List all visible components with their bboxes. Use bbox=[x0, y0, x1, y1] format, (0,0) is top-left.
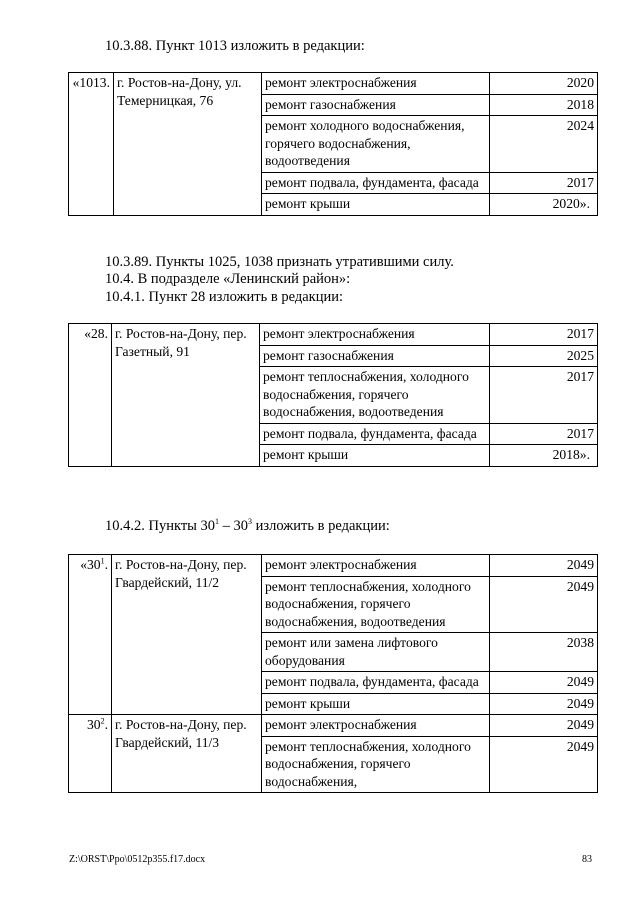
work-cell: ремонт электроснабжения bbox=[262, 555, 490, 577]
year-cell: 2017 bbox=[490, 172, 598, 194]
work-cell: ремонт теплоснабжения, холодного водоснабжения, горячего водоснабжения, водоотведения bbox=[260, 367, 490, 424]
table-row bbox=[69, 324, 598, 346]
work-cell: ремонт газоснабжения bbox=[262, 94, 490, 116]
year-cell: 2018». bbox=[490, 445, 598, 467]
paragraph-text: 10.3.88. Пункт 1013 изложить в редакции: bbox=[105, 38, 365, 54]
superscript: 1 bbox=[100, 556, 105, 566]
work-cell: ремонт подвала, фундамента, фасада bbox=[262, 172, 490, 194]
year-cell: 2018 bbox=[490, 94, 598, 116]
work-cell: ремонт крыши bbox=[262, 693, 490, 715]
work-cell: ремонт электроснабжения bbox=[260, 324, 490, 346]
paragraph-text: 10.3.89. Пункты 1025, 1038 признать утратившими силу. bbox=[105, 254, 454, 270]
year-cell: 2017 bbox=[490, 423, 598, 445]
work-cell: ремонт газоснабжения bbox=[260, 345, 490, 367]
paragraph-10-3-88 bbox=[105, 38, 365, 55]
year-cell: 2049 bbox=[490, 576, 598, 633]
year-cell: 2024 bbox=[490, 116, 598, 173]
table-row bbox=[69, 555, 598, 577]
work-cell: ремонт подвала, фундамента, фасада bbox=[262, 672, 490, 694]
paragraph-10-4 bbox=[105, 271, 350, 288]
table-item-28 bbox=[68, 323, 598, 467]
year-cell: 2049 bbox=[490, 555, 598, 577]
superscript: 2 bbox=[100, 716, 105, 726]
paragraph-text: 10.4.1. Пункт 28 изложить в редакции: bbox=[105, 289, 344, 305]
item-number-suffix: . bbox=[104, 717, 108, 732]
year-cell: 2049 bbox=[490, 693, 598, 715]
paragraph-text: 10.4. В подразделе «Ленинский район»: bbox=[105, 271, 351, 287]
item-address: г. Ростов-на-Дону, пер. Гвардейский, 11/2 bbox=[112, 555, 262, 715]
work-cell: ремонт электроснабжения bbox=[262, 715, 490, 737]
work-cell: ремонт теплоснабжения, холодного водоснабжения, горячего водоснабжения, bbox=[262, 736, 490, 793]
paragraph-10-4-1 bbox=[105, 289, 343, 306]
year-cell: 2049 bbox=[490, 672, 598, 694]
year-cell: 2049 bbox=[490, 736, 598, 793]
item-number-suffix: . bbox=[104, 557, 108, 572]
item-number-text: 30 bbox=[87, 717, 101, 732]
year-cell: 2017 bbox=[490, 324, 598, 346]
year-cell: 2017 bbox=[490, 367, 598, 424]
work-cell: ремонт подвала, фундамента, фасада bbox=[260, 423, 490, 445]
paragraph-10-4-2 bbox=[105, 518, 390, 535]
item-number bbox=[69, 555, 112, 715]
superscript: 1 bbox=[215, 517, 220, 527]
item-number: «28. bbox=[69, 324, 112, 467]
year-cell: 2025 bbox=[490, 345, 598, 367]
year-cell: 2020 bbox=[490, 73, 598, 95]
item-number-text: «30 bbox=[80, 557, 101, 572]
paragraph-text: изложить в редакции: bbox=[252, 518, 390, 534]
footer-file-path: Z:\ORST\Ppo\0512p355.f17.docx bbox=[69, 854, 206, 865]
superscript: 3 bbox=[248, 517, 253, 527]
item-address: г. Ростов-на-Дону, ул. Темерницкая, 76 bbox=[114, 73, 262, 216]
item-number: «1013. bbox=[69, 73, 114, 216]
footer-page-number: 83 bbox=[582, 854, 592, 865]
work-cell: ремонт или замена лифтового оборудования bbox=[262, 633, 490, 672]
work-cell: ремонт электроснабжения bbox=[262, 73, 490, 95]
year-cell: 2020». bbox=[490, 194, 598, 216]
paragraph-text: – 30 bbox=[219, 518, 249, 534]
year-cell: 2049 bbox=[490, 715, 598, 737]
year-cell: 2038 bbox=[490, 633, 598, 672]
table-row bbox=[69, 715, 598, 737]
work-cell: ремонт холодного водоснабжения, горячего водоснабжения, водоотведения bbox=[262, 116, 490, 173]
work-cell: ремонт крыши bbox=[260, 445, 490, 467]
table-row bbox=[69, 73, 598, 95]
table-items-30 bbox=[68, 554, 598, 793]
work-cell: ремонт теплоснабжения, холодного водоснабжения, горячего водоснабжения, водоотведения bbox=[262, 576, 490, 633]
item-address: г. Ростов-на-Дону, пер. Газетный, 91 bbox=[112, 324, 260, 467]
item-number bbox=[69, 715, 112, 793]
paragraph-text: 10.4.2. Пункты 30 bbox=[105, 518, 216, 534]
table-item-1013 bbox=[68, 72, 598, 216]
paragraph-10-3-89 bbox=[105, 254, 454, 271]
item-address: г. Ростов-на-Дону, пер. Гвардейский, 11/3 bbox=[112, 715, 262, 793]
work-cell: ремонт крыши bbox=[262, 194, 490, 216]
